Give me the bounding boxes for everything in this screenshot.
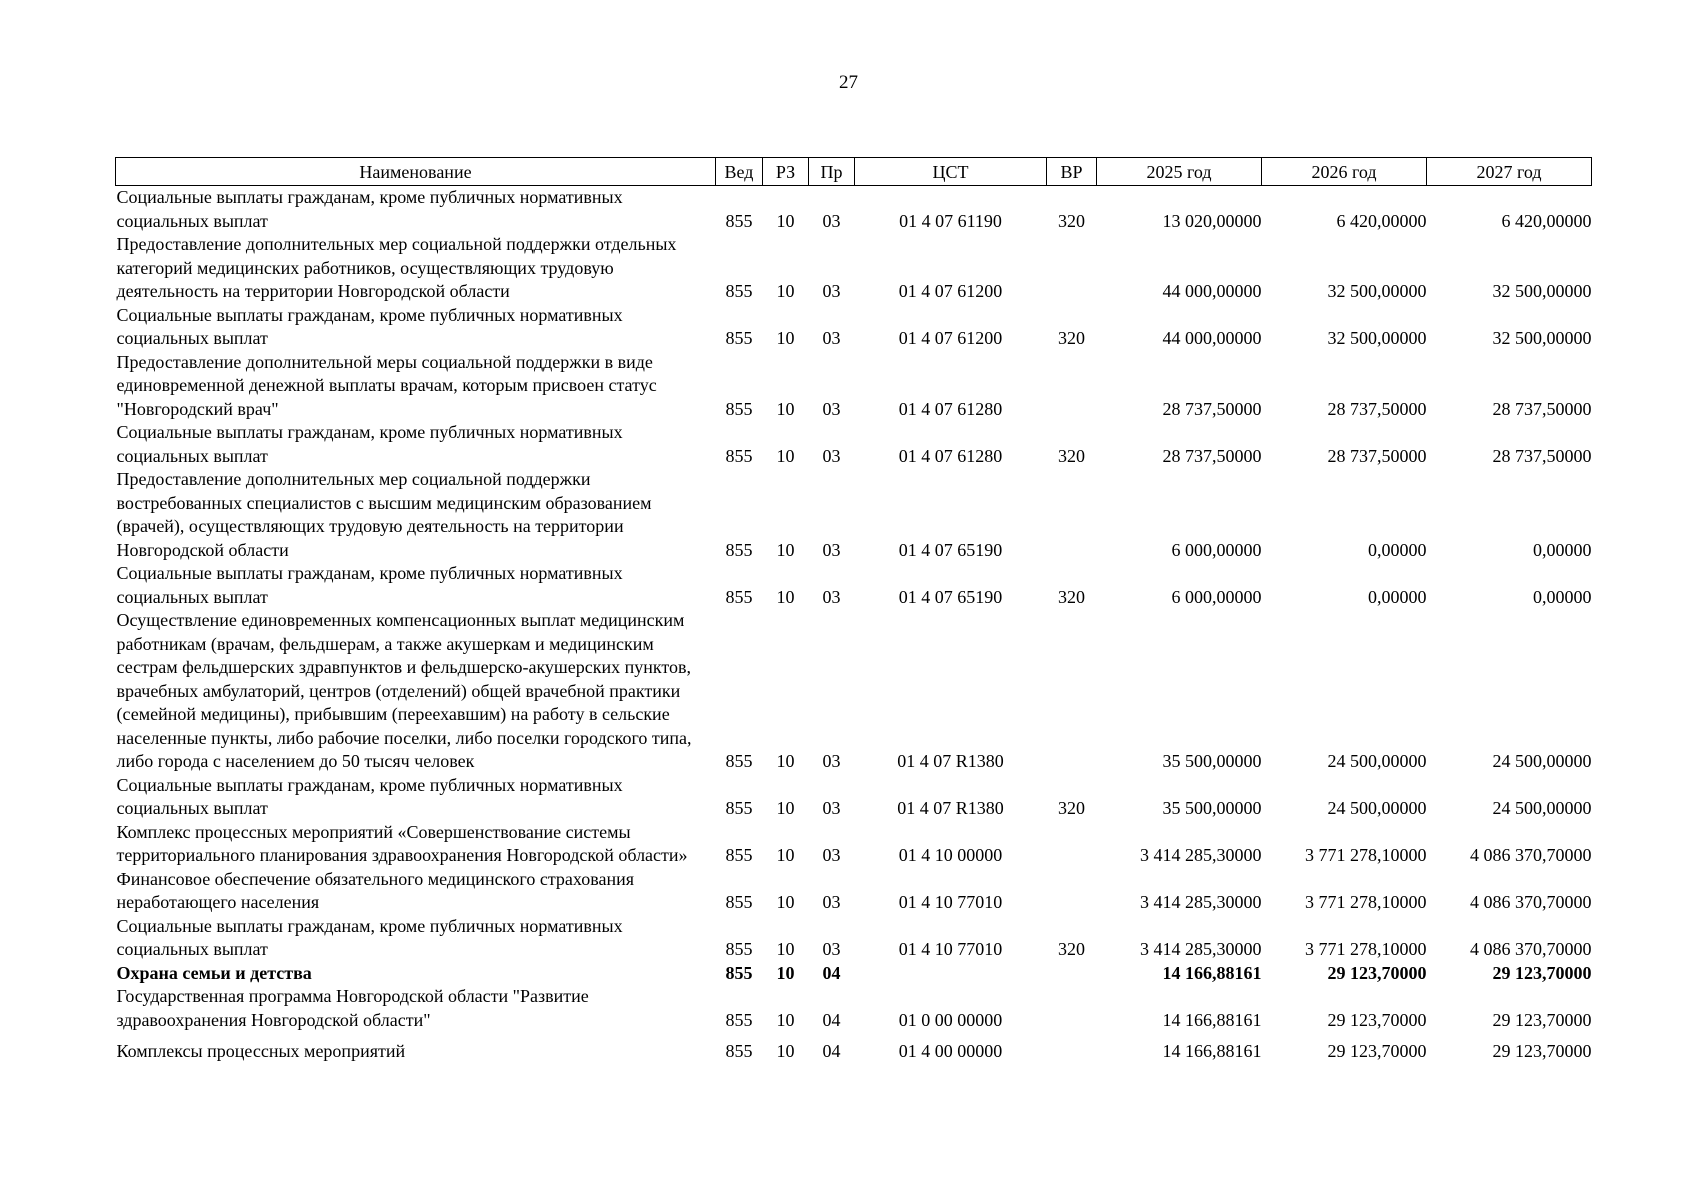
cell-2026: 0,00000 <box>1368 539 1427 560</box>
cell-name: Предоставление дополнительных мер социальной поддержки востребованных специалистов с высшим медицинским образованием (врачей), осуществляющих трудовую деятельность на территории Новгородской области <box>116 469 652 560</box>
cell-ved: 855 <box>725 586 753 607</box>
cell-ved: 855 <box>725 445 753 466</box>
cell-pr: 04 <box>822 1041 841 1061</box>
cell-2027: 24 500,00000 <box>1492 798 1592 818</box>
cell-cst: 01 0 00 00000 <box>898 1009 1003 1030</box>
table-row <box>116 233 1592 304</box>
header-row <box>116 158 1592 186</box>
cell-2025: 44 000,00000 <box>1162 328 1262 348</box>
cell-2027: 4 086 370,70000 <box>1470 845 1592 865</box>
cell-rz: 10 <box>776 1041 795 1061</box>
cell-vr <box>1047 1032 1097 1064</box>
cell-cst: 01 4 07 R1380 <box>897 798 1004 818</box>
cell-ved: 855 <box>725 798 753 818</box>
cell-vr <box>1047 985 1097 1032</box>
cell-vr: 320 <box>1058 798 1085 818</box>
cell-2027: 0,00000 <box>1533 586 1592 607</box>
cell-name: Социальные выплаты гражданам, кроме публичных нормативных социальных выплат <box>116 304 623 348</box>
cell-2027: 32 500,00000 <box>1492 281 1592 301</box>
cell-vr: 320 <box>1058 445 1085 466</box>
cell-name: Социальные выплаты гражданам, кроме публичных нормативных социальных выплат <box>116 187 623 231</box>
cell-2026: 3 771 278,10000 <box>1305 939 1427 959</box>
cell-ved: 855 <box>725 892 753 912</box>
cell-vr <box>1047 609 1097 774</box>
table-row <box>116 609 1592 774</box>
table-row <box>116 915 1592 962</box>
cell-ved: 855 <box>725 1009 753 1030</box>
cell-2027: 29 123,70000 <box>1492 962 1592 983</box>
cell-2025: 14 166,88161 <box>1162 962 1262 983</box>
cell-name: Комплексы процессных мероприятий <box>116 1041 406 1061</box>
cell-rz: 10 <box>776 281 795 301</box>
cell-vr <box>1047 468 1097 562</box>
cell-2026: 29 123,70000 <box>1327 1009 1427 1030</box>
cell-ved: 855 <box>725 210 753 231</box>
cell-cst: 01 4 07 61200 <box>898 328 1003 348</box>
cell-2026: 28 737,50000 <box>1327 445 1427 466</box>
cell-pr: 03 <box>822 210 841 231</box>
header-name: Наименование <box>116 158 716 186</box>
cell-pr: 03 <box>822 539 841 560</box>
cell-pr: 03 <box>822 586 841 607</box>
cell-pr: 03 <box>822 939 841 959</box>
cell-name: Социальные выплаты гражданам, кроме публичных нормативных социальных выплат <box>116 563 623 607</box>
cell-2026: 29 123,70000 <box>1327 1041 1427 1061</box>
cell-name: Охрана семьи и детства <box>116 962 312 983</box>
cell-vr: 320 <box>1058 586 1085 607</box>
table-header <box>116 158 1592 186</box>
cell-2025: 3 414 285,30000 <box>1140 939 1262 959</box>
cell-vr: 320 <box>1058 328 1085 348</box>
cell-pr: 04 <box>822 1009 841 1030</box>
cell-rz: 10 <box>776 962 795 983</box>
cell-2027: 28 737,50000 <box>1492 445 1592 466</box>
cell-2025: 14 166,88161 <box>1162 1041 1262 1061</box>
cell-rz: 10 <box>776 586 795 607</box>
cell-pr: 03 <box>822 892 841 912</box>
cell-2026: 6 420,00000 <box>1336 210 1427 231</box>
cell-name: Предоставление дополнительной меры социальной поддержки в виде единовременной денежной выплаты врачам, которым присвоен статус "Новгородский врач" <box>116 351 657 419</box>
cell-2027: 32 500,00000 <box>1492 328 1592 348</box>
page-number: 27 <box>839 72 858 93</box>
table-row <box>116 562 1592 609</box>
cell-pr: 03 <box>822 398 841 419</box>
cell-ved: 855 <box>725 281 753 301</box>
table-row <box>116 351 1592 422</box>
cell-rz: 10 <box>776 939 795 959</box>
cell-2026: 29 123,70000 <box>1327 962 1427 983</box>
table-row <box>116 821 1592 868</box>
cell-2027: 29 123,70000 <box>1492 1041 1592 1061</box>
cell-cst: 01 4 10 77010 <box>898 892 1003 912</box>
table-row <box>116 186 1592 234</box>
cell-2025: 28 737,50000 <box>1162 398 1262 419</box>
cell-pr: 03 <box>822 281 841 301</box>
cell-rz: 10 <box>776 1009 795 1030</box>
cell-cst: 01 4 07 65190 <box>898 586 1003 607</box>
cell-pr: 03 <box>822 798 841 818</box>
budget-table <box>115 157 1592 1064</box>
cell-cst: 01 4 10 00000 <box>898 845 1003 865</box>
header-pr: Пр <box>809 158 855 186</box>
cell-cst: 01 4 00 00000 <box>898 1041 1003 1061</box>
cell-ved: 855 <box>725 751 753 771</box>
table-row <box>116 985 1592 1032</box>
cell-cst: 01 4 07 61190 <box>899 210 1002 231</box>
cell-name: Социальные выплаты гражданам, кроме публичных нормативных социальных выплат <box>116 422 623 466</box>
table-row <box>116 1032 1592 1064</box>
cell-rz: 10 <box>776 398 795 419</box>
cell-2026: 28 737,50000 <box>1327 398 1427 419</box>
cell-2026: 24 500,00000 <box>1327 751 1427 771</box>
header-rz: РЗ <box>763 158 809 186</box>
cell-rz: 10 <box>776 445 795 466</box>
cell-ved: 855 <box>725 1041 753 1061</box>
cell-2025: 3 414 285,30000 <box>1140 892 1262 912</box>
cell-vr <box>1047 351 1097 422</box>
cell-2027: 28 737,50000 <box>1492 398 1592 419</box>
cell-rz: 10 <box>776 892 795 912</box>
cell-name: Государственная программа Новгородской области "Развитие здравоохранения Новгородской области" <box>116 986 589 1030</box>
cell-ved: 855 <box>725 398 753 419</box>
cell-pr: 03 <box>822 845 841 865</box>
cell-2025: 35 500,00000 <box>1162 751 1262 771</box>
cell-cst: 01 4 07 R1380 <box>897 751 1004 771</box>
table-row <box>116 962 1592 986</box>
cell-vr: 320 <box>1058 939 1085 959</box>
cell-name: Предоставление дополнительных мер социальной поддержки отдельных категорий медицинских работников, осуществляющих трудовую деятельность на территории Новгородской области <box>116 234 677 301</box>
cell-2027: 6 420,00000 <box>1501 210 1592 231</box>
cell-2025: 13 020,00000 <box>1162 210 1262 231</box>
cell-2025: 6 000,00000 <box>1171 539 1262 560</box>
cell-vr <box>1047 962 1097 986</box>
cell-name: Осуществление единовременных компенсационных выплат медицинским работникам (врачам, фельдшерам, а также акушеркам и медицинским сестрам фельдшерских здравпунктов и фельдшерско-акушерских пунктов, врачебных амбулаторий, центров (отделений) общей врачебной практики (семейной медицины), прибывшим (переехавшим) на работу в сельские населенные пункты, либо рабочие поселки, либо поселки городского типа, либо города с населением до 50 тысяч человек <box>116 610 692 771</box>
cell-cst: 01 4 10 77010 <box>898 939 1003 959</box>
cell-pr: 03 <box>822 445 841 466</box>
cell-ved: 855 <box>725 939 753 959</box>
header-2025: 2025 год <box>1097 158 1262 186</box>
cell-2025: 6 000,00000 <box>1171 586 1262 607</box>
cell-2025: 3 414 285,30000 <box>1140 845 1262 865</box>
cell-2027: 29 123,70000 <box>1492 1009 1592 1030</box>
header-2027: 2027 год <box>1427 158 1592 186</box>
cell-2026: 24 500,00000 <box>1327 798 1427 818</box>
cell-2027: 4 086 370,70000 <box>1470 892 1592 912</box>
cell-pr: 03 <box>822 328 841 348</box>
table-row <box>116 421 1592 468</box>
cell-2025: 44 000,00000 <box>1162 281 1262 301</box>
cell-2026: 3 771 278,10000 <box>1305 892 1427 912</box>
header-cst: ЦСТ <box>855 158 1047 186</box>
cell-name: Финансовое обеспечение обязательного медицинского страхования неработающего населения <box>116 868 634 912</box>
header-ved: Вед <box>716 158 763 186</box>
table-row <box>116 304 1592 351</box>
cell-rz: 10 <box>776 328 795 348</box>
cell-rz: 10 <box>776 845 795 865</box>
cell-name: Комплекс процессных мероприятий «Совершенствование системы территориального планирования здравоохранения Новгородской области» <box>116 821 688 865</box>
header-vr: ВР <box>1047 158 1097 186</box>
cell-cst: 01 4 07 61280 <box>898 445 1003 466</box>
table-row <box>116 468 1592 562</box>
cell-ved: 855 <box>725 328 753 348</box>
cell-2026: 32 500,00000 <box>1327 328 1427 348</box>
cell-cst: 01 4 07 65190 <box>898 539 1003 560</box>
cell-cst: 01 4 07 61200 <box>898 281 1003 301</box>
cell-rz: 10 <box>776 751 795 771</box>
cell-2027: 24 500,00000 <box>1492 751 1592 771</box>
cell-vr <box>1047 233 1097 304</box>
cell-2027: 4 086 370,70000 <box>1470 939 1592 959</box>
cell-pr: 04 <box>822 962 841 983</box>
cell-2025: 28 737,50000 <box>1162 445 1262 466</box>
cell-name: Социальные выплаты гражданам, кроме публичных нормативных социальных выплат <box>116 915 623 959</box>
cell-vr <box>1047 868 1097 915</box>
cell-cst: 01 4 07 61280 <box>898 398 1003 419</box>
cell-vr: 320 <box>1058 210 1085 231</box>
table-body <box>116 186 1592 1064</box>
cell-ved: 855 <box>725 845 753 865</box>
cell-cst <box>855 962 1047 986</box>
cell-rz: 10 <box>776 798 795 818</box>
cell-pr: 03 <box>822 751 841 771</box>
table-row <box>116 868 1592 915</box>
cell-ved: 855 <box>725 539 753 560</box>
cell-2027: 0,00000 <box>1533 539 1592 560</box>
cell-vr <box>1047 821 1097 868</box>
cell-2026: 0,00000 <box>1368 586 1427 607</box>
cell-name: Социальные выплаты гражданам, кроме публичных нормативных социальных выплат <box>116 774 623 818</box>
cell-2025: 14 166,88161 <box>1162 1009 1262 1030</box>
header-2026: 2026 год <box>1262 158 1427 186</box>
cell-ved: 855 <box>725 962 753 983</box>
cell-rz: 10 <box>776 210 795 231</box>
cell-2026: 3 771 278,10000 <box>1305 845 1427 865</box>
cell-2026: 32 500,00000 <box>1327 281 1427 301</box>
table-row <box>116 774 1592 821</box>
cell-rz: 10 <box>776 539 795 560</box>
cell-2025: 35 500,00000 <box>1162 798 1262 818</box>
